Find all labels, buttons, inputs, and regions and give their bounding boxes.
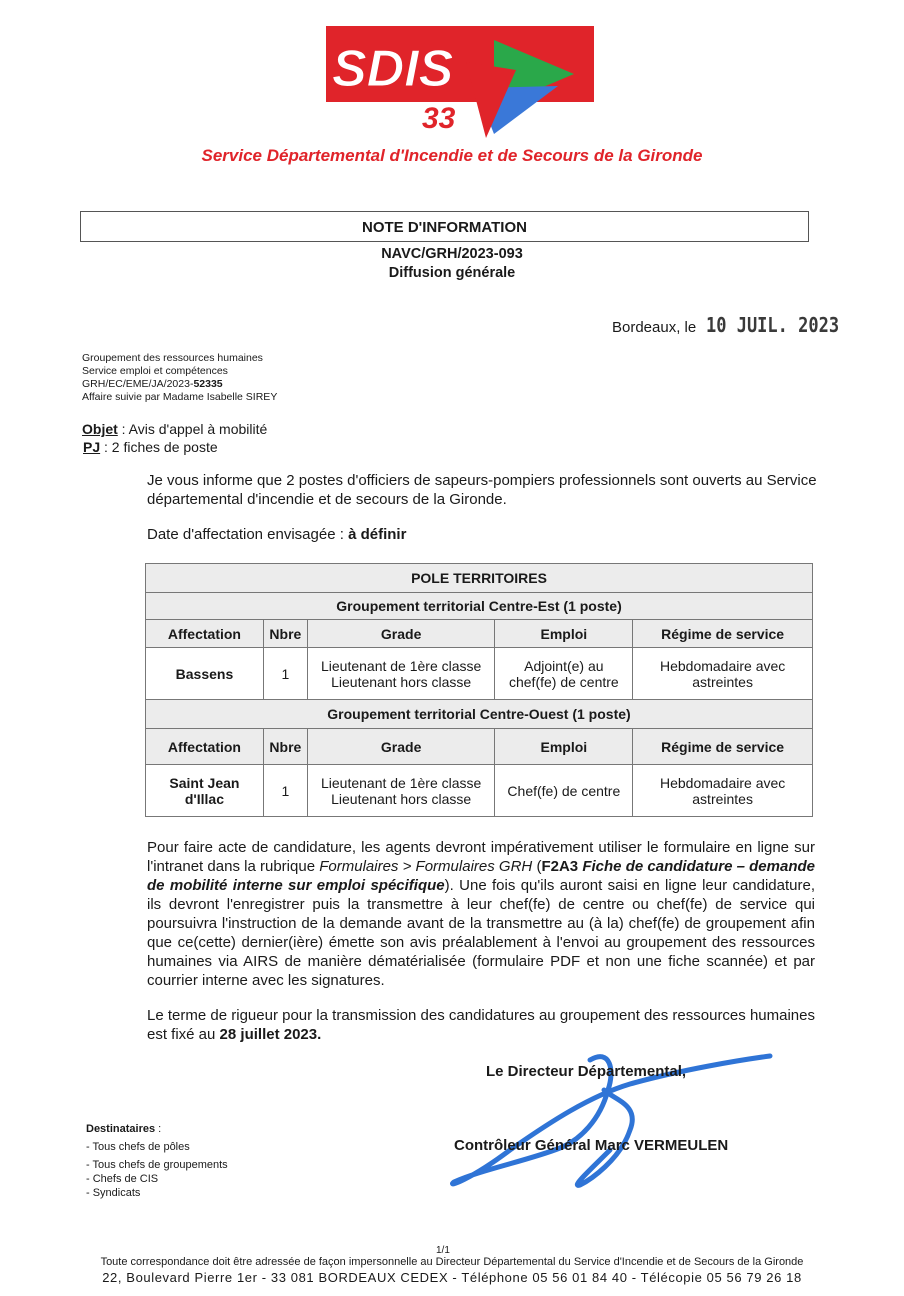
- objet-block: [82, 420, 267, 456]
- logo-text: SDIS: [332, 40, 454, 98]
- date-line: [612, 313, 863, 337]
- group-heading: Groupement territorial Centre-Ouest (1 poste): [146, 700, 813, 729]
- recipients-block: [86, 1122, 228, 1200]
- regime-line: Hebdomadaire avec: [659, 657, 786, 674]
- group-heading: Groupement territorial Centre-Est (1 poste): [146, 593, 813, 620]
- deadline-end: .: [317, 1026, 322, 1043]
- col-header: Emploi: [495, 620, 633, 648]
- cell-emploi: Chef(fe) de centre: [495, 765, 633, 817]
- recipients-label: Destinataires: [86, 1123, 156, 1135]
- table-row: [146, 765, 813, 817]
- candidature-paragraph: [147, 838, 815, 990]
- note-diffusion: Diffusion générale: [388, 265, 516, 281]
- cell-emploi: [495, 648, 633, 700]
- affectation-date-label: Date d'affectation envisagée :: [147, 526, 349, 543]
- note-title: NOTE D'INFORMATION: [80, 211, 809, 242]
- sender-line1: Groupement des ressources humaines: [82, 352, 263, 364]
- cell-nbre: 1: [263, 765, 307, 817]
- director-name: Contrôleur Général Marc VERMEULEN: [454, 1137, 729, 1154]
- recipient-item: - Chefs de CIS: [86, 1173, 159, 1185]
- regime-line: astreintes: [692, 673, 753, 690]
- cell-nbre: 1: [263, 648, 307, 700]
- affectation-line: Saint Jean: [169, 774, 240, 791]
- sender-line4: Affaire suivie par Madame Isabelle SIREY: [82, 391, 278, 403]
- col-header: Régime de service: [633, 729, 813, 765]
- sender-ref-prefix: GRH/EC/EME/JA/2023-: [82, 378, 194, 390]
- cell-regime: [633, 765, 813, 817]
- candidature-text: ). Une fois qu'ils auront saisi en ligne leur candidature, ils devront l'enregistrer puis la transmettre à leur chef(fe) de centre ou chef(fe) de service qui poursuivra l'instruction de la demande avant de la transmettre au (à la) chef(fe) de groupement afin que ce(cette) dernier(ière) émette son avis préalablement à l'envoi au groupement des ressources humaines via AIRS de manière dématérialisée (formulaire PDF et non une fiche scannée) et par courrier interne avec les signatures.: [147, 877, 815, 989]
- intro-paragraph: Je vous informe que 2 postes d'officiers de sapeurs-pompiers professionnels sont ouverts au Service départemental d'incendie et de secours de la Gironde.: [147, 472, 817, 508]
- page-number: 1/1: [436, 1245, 450, 1256]
- col-header: Nbre: [263, 620, 307, 648]
- table-title: POLE TERRITOIRES: [146, 564, 813, 593]
- cell-affectation: [146, 765, 264, 817]
- logo-graphic: [326, 26, 594, 138]
- pj-value: : 2 fiches de poste: [100, 439, 218, 455]
- recipient-item: - Tous chefs de pôles: [86, 1141, 190, 1153]
- signature-ink: [440, 1030, 780, 1200]
- col-header: Affectation: [146, 729, 264, 765]
- sender-ref-number: 52335: [193, 378, 223, 390]
- sender-block: [82, 352, 277, 404]
- sdis-logo: [326, 26, 594, 138]
- col-header: Affectation: [146, 620, 264, 648]
- regime-line: astreintes: [692, 790, 753, 807]
- col-header: Nbre: [263, 729, 307, 765]
- objet-value: : Avis d'appel à mobilité: [117, 421, 268, 437]
- grade-line: Lieutenant de 1ère classe: [320, 774, 482, 791]
- col-header: Grade: [307, 729, 495, 765]
- grade-line: Lieutenant de 1ère classe: [320, 657, 482, 674]
- cell-regime: [633, 648, 813, 700]
- note-reference: NAVC/GRH/2023-093: [381, 246, 523, 262]
- logo-number: 33: [422, 102, 456, 135]
- grade-line: Lieutenant hors classe: [331, 673, 472, 690]
- recipients-label-suffix: :: [155, 1123, 162, 1135]
- affectation-date: [147, 526, 817, 545]
- candidature-form-code: F2A3: [541, 858, 579, 875]
- candidature-text: (: [532, 858, 542, 875]
- table-header-row: [146, 620, 813, 648]
- footer-line2: 22, Boulevard Pierre 1er - 33 081 BORDEAUX CEDEX - Téléphone 05 56 01 84 40 - Télécopie 05 56 79 26 18: [102, 1270, 802, 1285]
- candidature-text: Pour faire acte de candidature, les agents devront impérativement utiliser le formulaire en ligne sur l'intranet dans la rubrique: [147, 839, 815, 875]
- recipient-item: - Syndicats: [86, 1187, 141, 1199]
- sender-line3: [82, 378, 277, 391]
- sender-line2: Service emploi et compétences: [82, 365, 228, 377]
- candidature-form-name: Fiche de candidature – demande de mobilité interne sur emploi spécifique: [147, 858, 815, 894]
- grade-line: Lieutenant hors classe: [331, 790, 472, 807]
- candidature-path: Formulaires > Formulaires GRH: [319, 858, 533, 875]
- deadline-date: 28 juillet 2023: [219, 1026, 318, 1043]
- signature-scribble: [440, 1030, 780, 1200]
- col-header: Régime de service: [633, 620, 813, 648]
- director-title: Le Directeur Départemental,: [486, 1063, 687, 1080]
- recipients-heading: [86, 1122, 228, 1136]
- emploi-line: Adjoint(e) au: [524, 657, 604, 674]
- positions-table: [145, 563, 813, 817]
- pj-label: PJ: [83, 439, 101, 455]
- affectation-line: d'Illac: [184, 790, 224, 807]
- cell-grade: [307, 765, 495, 817]
- objet-line: [82, 420, 267, 438]
- date-place: Bordeaux, le: [612, 319, 697, 336]
- cell-affectation: Bassens: [146, 648, 264, 700]
- affectation-date-value: à définir: [348, 526, 407, 543]
- col-header: Emploi: [495, 729, 633, 765]
- cell-grade: [307, 648, 495, 700]
- recipient-item: - Tous chefs de groupements: [86, 1159, 228, 1171]
- pj-line: [82, 438, 267, 456]
- date-stamp: 10 JUIL. 2023: [706, 313, 840, 337]
- objet-label: Objet: [82, 421, 118, 437]
- footer-line1: Toute correspondance doit être adressée de façon impersonnelle au Directeur Départemental du Service d'Incendie et de Secours de la Gironde: [100, 1256, 804, 1268]
- emploi-line: chef(fe) de centre: [508, 673, 619, 690]
- regime-line: Hebdomadaire avec: [659, 774, 786, 791]
- col-header: Grade: [307, 620, 495, 648]
- table-row: [146, 648, 813, 700]
- deadline-text: Le terme de rigueur pour la transmission des candidatures au groupement des ressources humaines est fixé au: [147, 1007, 815, 1043]
- table-header-row: [146, 729, 813, 765]
- service-name: Service Départemental d'Incendie et de Secours de la Gironde: [201, 146, 703, 165]
